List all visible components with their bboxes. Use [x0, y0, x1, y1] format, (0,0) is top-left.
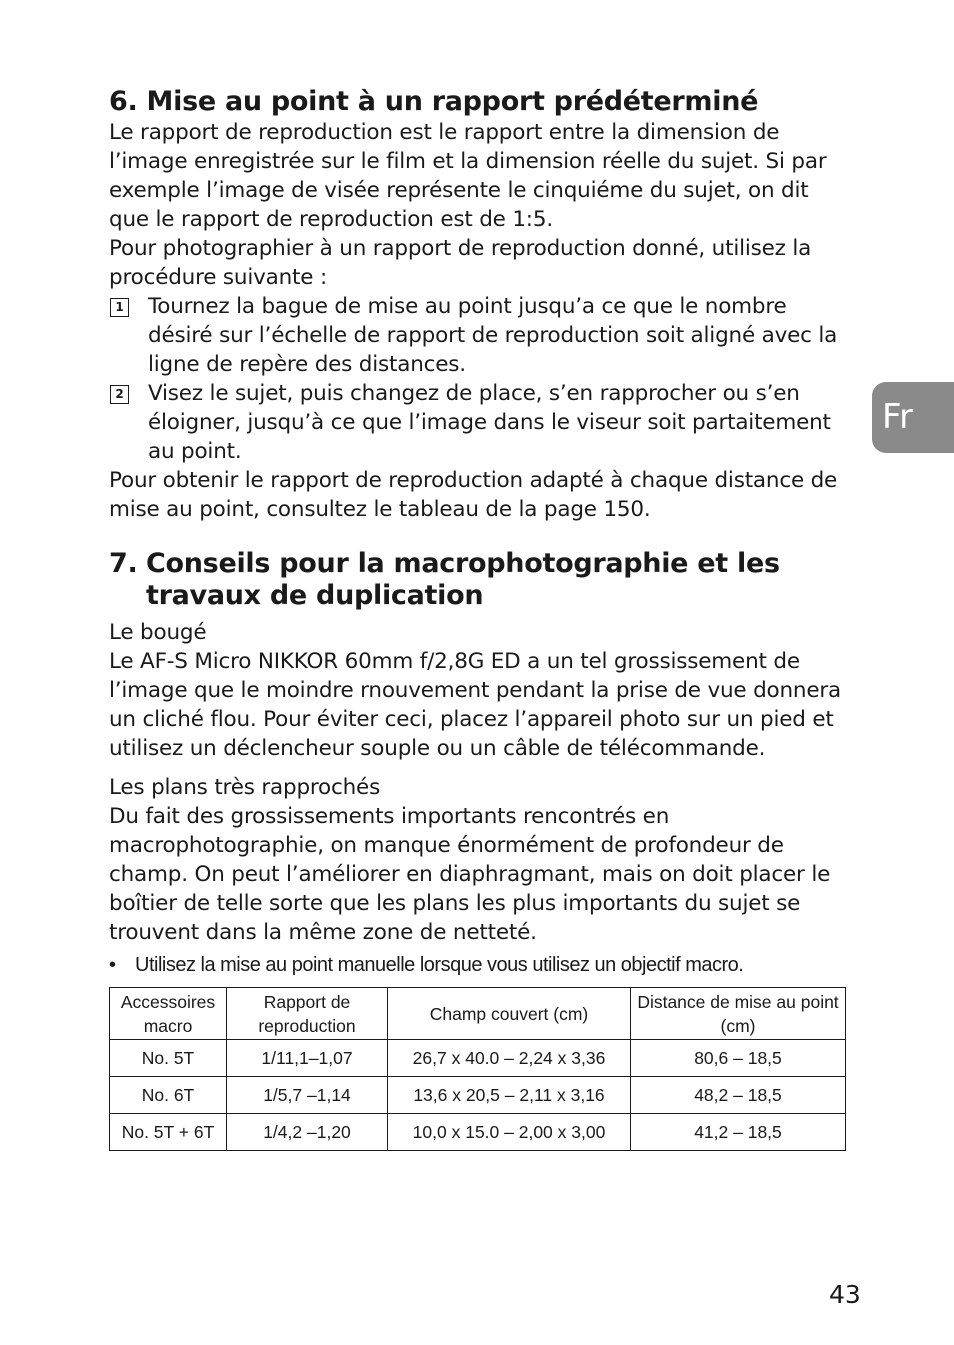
steps-list [109, 292, 849, 466]
table-cell: 13,6 x 20,5 – 2,11 x 3,16 [388, 1077, 631, 1114]
plans-text: Du fait des grossissements importants rencontrés en macrophotographie, on manque énormément de profondeur de champ. On peut l’améliorer en diaphragmant, mais on doit placer le boîtier de telle sorte que les plans les plus importants du sujet se trouvent dans la même zone de netteté. [109, 804, 831, 945]
table-cell: 48,2 – 18,5 [631, 1077, 846, 1114]
language-tab: Fr [872, 382, 954, 453]
section-7-number: 7. [109, 548, 138, 579]
page-number: 43 [829, 1280, 861, 1309]
section-6-para-2: Pour photographier à un rapport de reproduction donné, utilisez la procédure suivante : [109, 236, 812, 290]
column-header: Distance de mise au point (cm) [631, 988, 846, 1040]
table-row [110, 1040, 846, 1077]
step-number-box: 2 [110, 385, 129, 404]
section-6-title: 6. Mise au point à un rapport prédéterminé [109, 86, 759, 117]
table-cell: 10,0 x 15.0 – 2,00 x 3,00 [388, 1114, 631, 1151]
column-header: Champ couvert (cm) [388, 988, 631, 1040]
column-header: Rapport de reproduction [227, 988, 388, 1040]
column-header: Accessoires macro [110, 988, 227, 1040]
table-cell: No. 5T [110, 1040, 227, 1077]
section-6-para-3: Pour obtenir le rapport de reproduction adapté à chaque distance de mise au point, consultez le tableau de la page 150. [109, 468, 838, 522]
table-row [110, 1077, 846, 1114]
table-cell: 1/5,7 –1,14 [227, 1077, 388, 1114]
step-item [109, 379, 849, 466]
table-cell: 41,2 – 18,5 [631, 1114, 846, 1151]
table-cell: 1/11,1–1,07 [227, 1040, 388, 1077]
bullet-text: Utilisez la mise au point manuelle lorsque vous utilisez un objectif macro. [135, 954, 744, 976]
table-cell: No. 5T + 6T [110, 1114, 227, 1151]
table-cell: 80,6 – 18,5 [631, 1040, 846, 1077]
table-header-row [110, 988, 846, 1040]
step-text: Visez le sujet, puis changez de place, s’en rapprocher ou s’en éloigner, jusqu’à ce que l’image dans le viseur soit partaitement au point. [148, 381, 831, 464]
page-content [109, 86, 849, 1151]
section-7-title-text: Conseils pour la macrophotographie et les travaux de duplication [146, 548, 780, 611]
bullet-dot: • [109, 954, 116, 976]
table-cell: 26,7 x 40.0 – 2,24 x 3,36 [388, 1040, 631, 1077]
bouge-text: Le AF-S Micro NIKKOR 60mm f/2,8G ED a un tel grossissement de l’image que le moindre rnouvement pendant la prise de vue donnera un cliché flou. Pour éviter ceci, placez l’appareil photo sur un pied et utilisez un déclencheur souple ou un câble de télécommande. [109, 649, 841, 761]
table-cell: No. 6T [110, 1077, 227, 1114]
step-number-box: 1 [110, 298, 129, 317]
subheading-plans: Les plans très rapprochés [109, 775, 381, 800]
table-cell: 1/4,2 –1,20 [227, 1114, 388, 1151]
step-item [109, 292, 849, 379]
step-text: Tournez la bague de mise au point jusqu’a ce que le nombre désiré sur l’échelle de rapport de reproduction soit aligné avec la ligne de repère des distances. [148, 294, 838, 377]
subheading-bouge: Le bougé [109, 620, 207, 645]
table-row [110, 1114, 846, 1151]
section-6-para-1: Le rapport de reproduction est le rapport entre la dimension de l’image enregistrée sur le film et la dimension réelle du sujet. Si par exemple l’image de visée représente le cinquiéme du sujet, on dit que le rapport de reproduction est de 1:5. [109, 120, 827, 232]
bullet-note [109, 951, 849, 979]
section-7-title [109, 548, 849, 612]
macro-accessories-table [109, 987, 846, 1151]
